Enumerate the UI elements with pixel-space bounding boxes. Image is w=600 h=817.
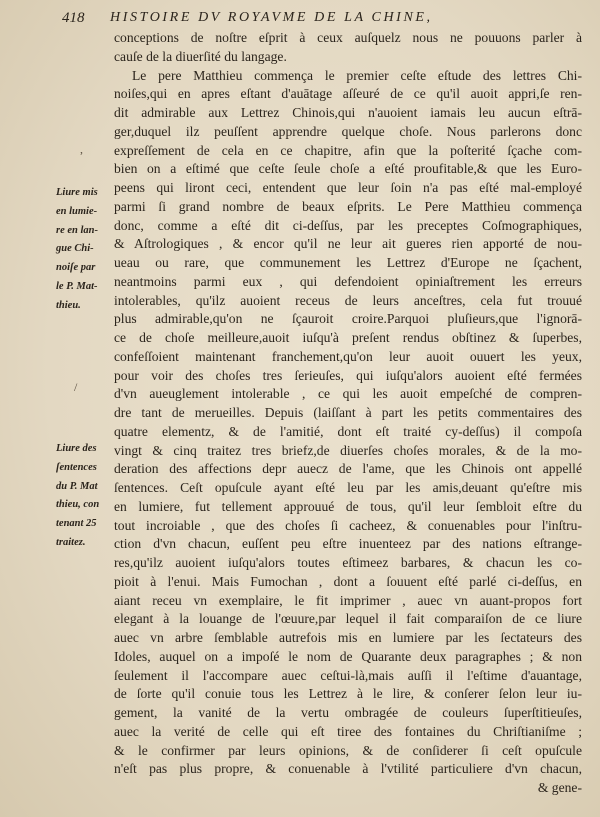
text-line: ſentences. Ceſt opuſcule ayant eſté leu par les amis,deuant qu'eſtre mis (114, 480, 582, 495)
margin-tick-mark: , (80, 142, 83, 156)
text-line: tout incroiable , que des choſes ſi cacheez, & conuenables pour l'inſtru- (114, 517, 582, 533)
margin-note-line: thieu. (56, 299, 81, 311)
text-line: Idoles, auquel on a impoſé le nom de Quarante deux paragraphes ; & non (114, 648, 582, 664)
margin-note-line: thieu, con (56, 499, 100, 511)
text-line: ger,duquel ilz peuſſent apprendre quelque choſe. Nous parlerons donc (114, 123, 582, 139)
margin-note-line: noiſe par (56, 262, 96, 273)
margin-note-line: Liure mis (56, 187, 98, 198)
text-line: d'vn aueuglement intolerable , ce qui les auoit empeſché de compren- (114, 386, 582, 402)
text-line: parmi ſi grand nombre de beaux eſprits. Le Pere Matthieu commença (114, 198, 582, 214)
text-line: & Aſtrologiques , & encor qu'il ne leur ait gueres rien apporté de nou- (114, 236, 582, 252)
margin-note-line: Liure des (56, 443, 97, 454)
text-line: dre tant de merueilles. Depuis (laiſſant à part les petits commentaires des (114, 405, 582, 420)
text-line: aiant receu vn exemplaire, le fit imprimer , auec vn auant-propos fort (114, 592, 582, 608)
text-line: gement, la vanité de la vertu ombragée de couleurs ſuperſtitieuſes, (114, 705, 582, 720)
text-line: expreſſement de cela en ce chapitre, afin que la poſterité ſçache com- (114, 142, 582, 158)
text-line: donc, comme a eſté dit ci-deſſus, par les preceptes Coſmographiques, (114, 217, 582, 233)
text-line: ueau ou rare, que communement les Lettrez d'Europe ne ſçachent, (114, 255, 582, 270)
text-line: n'eſt pas plus propre, & conuenable à l'vtilité particuliere d'vn chacun, (114, 761, 582, 777)
text-line: peens qui liront ceci, entendent que leur ſoin n'a pas eſté mal-employé (114, 180, 582, 195)
text-line: deration des affections depr auecz de l'ame, que les Chinois ont appellé (114, 461, 582, 477)
text-line: vingt & cinq traitez tres briefz,de diuerſes choſes morales, & de la mo- (114, 442, 582, 458)
margin-note-line: re en lan- (56, 224, 98, 236)
text-line: cauſe de la diuerſité du langage. (114, 48, 287, 64)
text-line: de ſorte qu'il conuie tous les Lettrez à le lire, & conſerer ſelon leur iu- (114, 686, 582, 702)
text-line: quatre elementz, & de l'amitié, dont eſt traité cy-deſſus) il compoſa (114, 423, 582, 439)
text-line: res,qu'ilz auoient iuſqu'alors toutes eſtimeez barbares, & chacun les co- (114, 555, 582, 570)
text-line: ction d'vn chacun, euſſent peu eſtre inuenteez par des nations eſtrange- (114, 536, 582, 552)
page-number: 418 (62, 10, 85, 26)
paragraph-start-line: Le pere Matthieu commença le premier ceſte eſtude des lettres Chi- (132, 67, 582, 83)
margin-note-line: tenant 25 (56, 518, 97, 529)
text-line: auec la verité de celle qui eſt tiree des fontaines du Chriſtianiſme ; (114, 723, 582, 739)
body-text (114, 29, 582, 798)
running-title: HISTOIRE DV ROYAVME DE LA CHINE, (110, 10, 433, 25)
text-line: en lumiere, fut tellement approuué de tous, qu'il leur ſembloit eſtre du (114, 498, 582, 514)
margin-note-line: traitez. (56, 536, 86, 548)
text-line: & le confirmer par leurs opinions, & de conſiderer ſi ceſt opuſcule (114, 742, 582, 758)
margin-note-book-of-sentences (56, 441, 116, 554)
text-line: plus admirable,qu'on ne ſçauroit croire.Parquoi pluſieurs,que l'ignorā- (114, 311, 582, 327)
text-line: intolerables, qu'ilz auoient receus de leurs anceſtres, cela fut trouué (114, 292, 582, 308)
text-line: elegant à la louange de l'œuure,par lequel il fait comparaiſon de ce liure (114, 611, 582, 627)
text-line: ſeulement il l'accompare auec ceſtui-là,mais auſſi il l'eſtime d'auantage, (114, 667, 582, 683)
margin-tick-mark: / (74, 380, 78, 394)
margin-note-line: du P. Mat (56, 480, 98, 492)
text-line: auec vn arbre ſemblable autrefois mis en lumiere par les ſectateurs des (114, 630, 582, 645)
margin-note-line: gue Chi- (56, 243, 94, 255)
text-line: confeſſoient maintenant franchement,qu'on leur auoit ouuert les yeux, (114, 348, 582, 364)
text-line: conceptions de noſtre eſprit à ceux auſquelz nous ne pouuons parler à (114, 30, 582, 45)
text-line: noiſes,qui en apres eſtant d'auātage aſſeuré de ce qu'il auoit appri,ſe ren- (114, 86, 582, 102)
margin-note-line: le P. Mat- (56, 280, 98, 292)
text-line: ce de choſe meilleure,auoit iuſqu'à preſent rendus obſtinez & ſuperbes, (114, 330, 582, 345)
text-line: bien on a eſtimé que ceſte ſeule choſe a eſté proufitable,& que les Euro- (114, 161, 582, 177)
margin-note-book-published (56, 185, 116, 316)
text-line: neantmoins parmi eux , qui defendoient opiniaſtrement les erreurs (114, 273, 582, 289)
margin-note-line: ſentences (56, 461, 97, 473)
text-line: pour voir des choſes tres ſerieuſes, qui iuſqu'alors auoient eſté fermées (114, 367, 582, 383)
margin-note-line: en lumie- (56, 205, 98, 217)
text-line: pioit à l'enui. Mais Fumochan , dont a ſouuent eſté parlé ci-deſſus, en (114, 573, 582, 589)
text-line: dit admirable aux Lettrez Chinois,qui n'auoient iamais leu aucun eſtrā- (114, 105, 582, 120)
catchword: & gene- (537, 780, 582, 795)
